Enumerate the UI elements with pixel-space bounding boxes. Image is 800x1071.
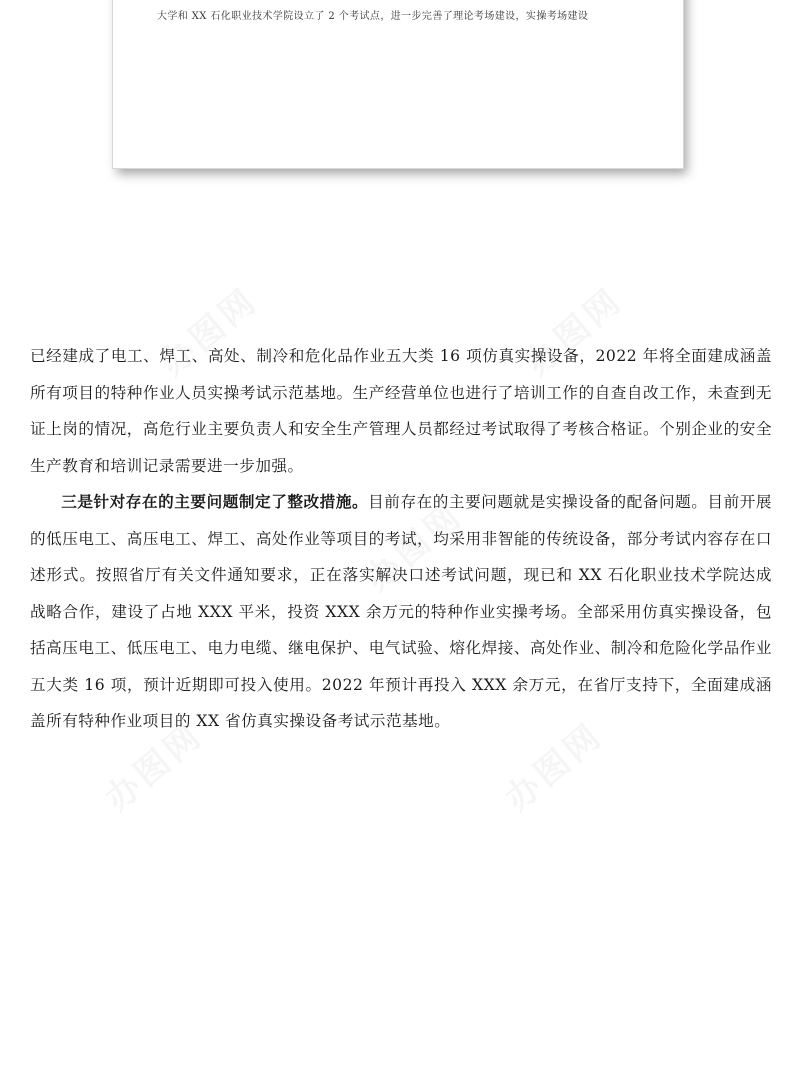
- document-body: [30, 338, 772, 740]
- preview-line: 大学和 XX 石化职业技术学院设立了 2 个考试点，进一步完善了理论考场建设，实操考场建设: [157, 11, 589, 22]
- paragraph: [30, 338, 772, 484]
- watermark-text: 办图网: [497, 715, 611, 820]
- watermark-text: 办图网: [517, 280, 631, 385]
- watermark-text: 办图网: [97, 715, 211, 820]
- watermark-text: 办图网: [357, 495, 471, 600]
- paragraph-text: 目前存在的主要问题就是实操设备的配备问题。目前开展的低压电工、高压电工、焊工、高处作业等项目的考试，均采用非智能的传统设备，部分考试内容存在口述形式。按照省厅有关文件通知要求，正在落实解决口述考试问题，现已和 XX 石化职业技术学院达成战略合作，建设了占地 XXX 平米，投资 XXX 余万元的特种作业实操考场。全部采用仿真实操设备，包括高压电工、低压电工、电力电缆、继电保护、电气试验、熔化焊接、高处作业、制冷和危险化学品作业五大类 16 项，预计近期即可投入使用。2022 年预计再投入 XXX 余万元，在省厅支持下，全面建成涵盖所有特种作业项目的 XX 省仿真实操设备考试示范基地。: [30, 493, 772, 730]
- preview-text: [157, 0, 655, 29]
- paragraph-lead: 三是针对存在的主要问题制定了整改措施。: [61, 492, 369, 511]
- watermark-text: 办图网: [152, 280, 266, 385]
- paragraph: [30, 484, 772, 740]
- paragraph-text: 已经建成了电工、焊工、高处、制冷和危化品作业五大类 16 项仿真实操设备，2022 年将全面建成涵盖所有项目的特种作业人员实操考试示范基地。生产经营单位也进行了培训工作的自查自改工作，未查到无证上岗的情况，高危行业主要负责人和安全生产管理人员都经过考试取得了考核合格证。个别企业的安全生产教育和培训记录需要进一步加强。: [30, 347, 772, 475]
- document-preview-card: [113, 0, 683, 168]
